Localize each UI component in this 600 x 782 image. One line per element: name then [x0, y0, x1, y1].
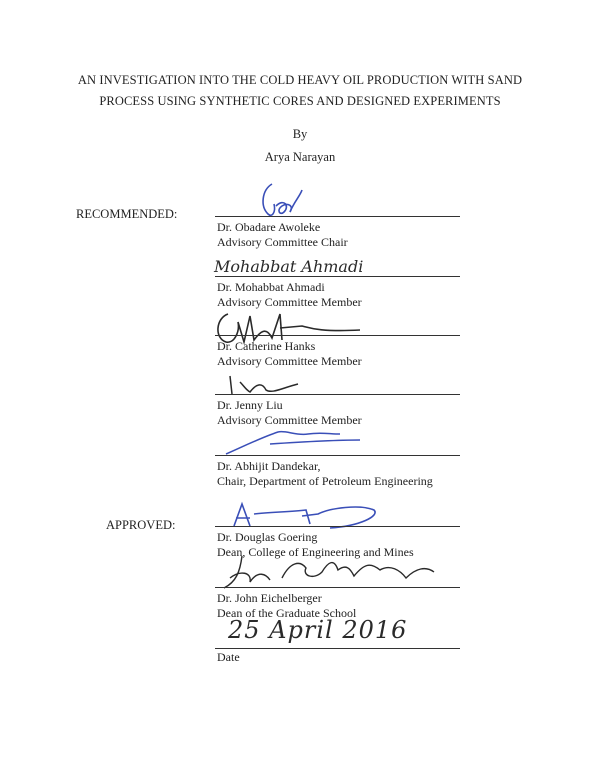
signature-line-1 — [215, 216, 460, 217]
signature-ahmadi — [210, 252, 470, 278]
handwritten-date: 25 April 2016 — [228, 616, 408, 644]
committee-name-5: Dr. Abhijit Dandekar, — [217, 459, 321, 473]
date-line — [215, 648, 460, 649]
thesis-title-line-2: PROCESS USING SYNTHETIC CORES AND DESIGNED EXPERIMENTS — [99, 94, 501, 108]
signature-line-3 — [215, 335, 460, 336]
committee-name-3: Dr. Catherine Hanks — [217, 339, 316, 353]
approver-role-2: Dean of the Graduate School — [217, 606, 357, 620]
approver-role-1: Dean, College of Engineering and Mines — [217, 545, 414, 559]
committee-name-4: Dr. Jenny Liu — [217, 398, 283, 412]
committee-role-2: Advisory Committee Member — [217, 295, 362, 309]
committee-role-4: Advisory Committee Member — [217, 413, 362, 427]
by-label: By — [292, 127, 308, 141]
signature-ahmadi-text: Mohabbat Ahmadi — [214, 257, 364, 276]
committee-name-1: Dr. Obadare Awoleke — [217, 220, 321, 234]
approver-name-1: Dr. Douglas Goering — [217, 530, 318, 544]
author-name: Arya Narayan — [264, 150, 336, 164]
approved-label: APPROVED: — [106, 518, 176, 532]
committee-role-1: Advisory Committee Chair — [217, 235, 348, 249]
signature-line-2 — [215, 276, 460, 277]
signature-line-5 — [215, 455, 460, 456]
signature-line-7 — [215, 587, 460, 588]
committee-name-2: Dr. Mohabbat Ahmadi — [217, 280, 325, 294]
thesis-title-line-1: AN INVESTIGATION INTO THE COLD HEAVY OIL PRODUCTION WITH SAND — [77, 73, 523, 87]
committee-role-3: Advisory Committee Member — [217, 354, 362, 368]
approver-name-2: Dr. John Eichelberger — [217, 591, 322, 605]
signature-line-6 — [215, 526, 460, 527]
signature-line-4 — [215, 394, 460, 395]
date-label: Date — [217, 650, 240, 664]
recommended-label: RECOMMENDED: — [76, 207, 178, 221]
committee-role-5: Chair, Department of Petroleum Engineering — [217, 474, 433, 488]
